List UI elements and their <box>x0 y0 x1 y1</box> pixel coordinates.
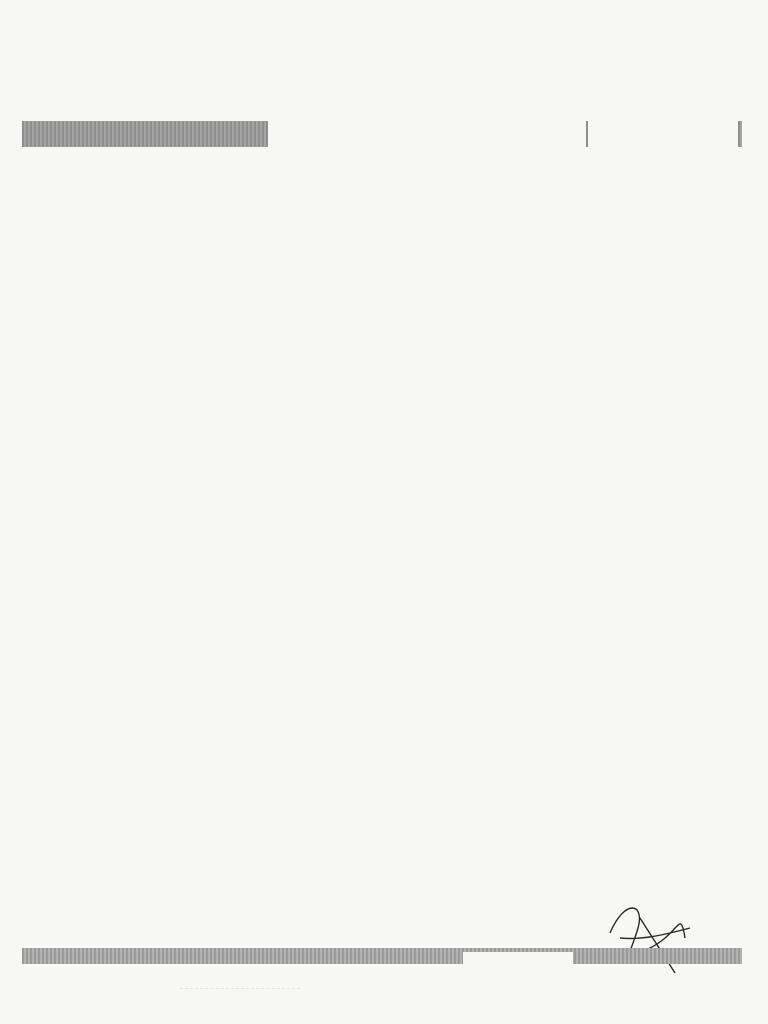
document-title <box>275 122 575 144</box>
footer-brand <box>468 984 568 998</box>
footer-bar <box>22 948 742 964</box>
footer-airsa-logo <box>463 952 573 986</box>
faded-stamp <box>180 988 300 1013</box>
registration-line <box>608 148 738 162</box>
airsa-logo <box>588 105 738 151</box>
